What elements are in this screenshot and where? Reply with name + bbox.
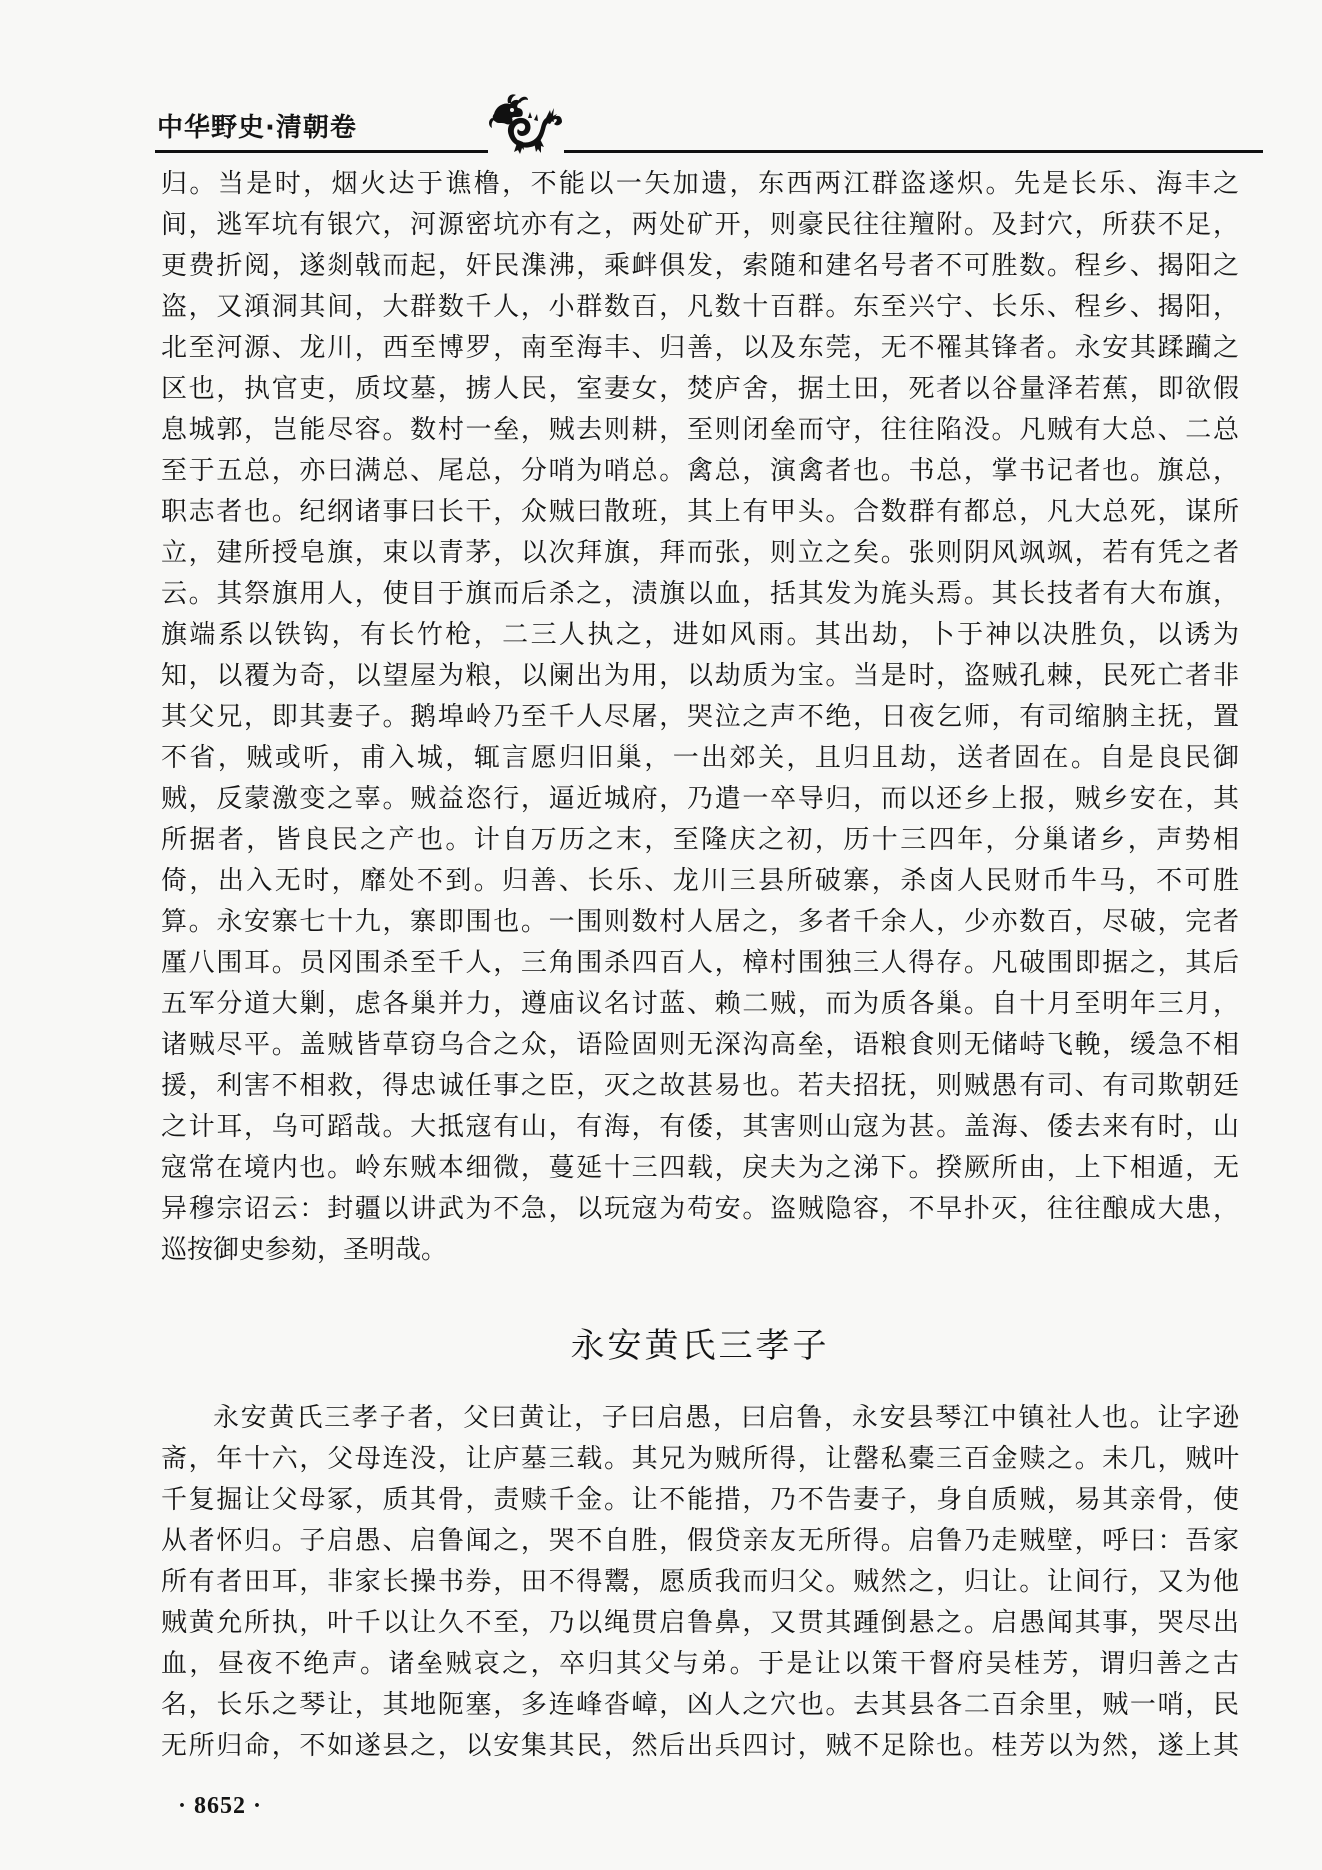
text-line: 息城郭，岂能尽容。数村一垒，贼去则耕，至则闭垒而守，往往陷没。凡贼有大总、二总 (161, 415, 1239, 445)
text-line: 云。其祭旗用人，使目于旗而后杀之，渍旗以血，括其发为旄头焉。其长技者有大布旗， (161, 579, 1239, 609)
text-line: 从者怀归。子启愚、启鲁闻之，哭不自胜，假贷亲友无所得。启鲁乃走贼壁，呼曰：吾家 (161, 1526, 1239, 1556)
article-body-continued (161, 164, 1239, 1271)
text-line: 巡按御史参劾，圣明哉。 (161, 1235, 448, 1265)
text-line: 所据者，皆良民之产也。计自万历之末，至隆庆之初，历十三四年，分巢诸乡，声势相 (161, 825, 1239, 855)
text-line: 永安黄氏三孝子者，父曰黄让，子曰启愚，曰启鲁，永安县琴江中镇社人也。让字逊 (213, 1403, 1239, 1433)
text-line: 名，长乐之琴让，其地阨塞，多连峰沓嶂，凶人之穴也。去其县各二百余里，贼一哨，民 (161, 1690, 1239, 1720)
text-line: 厪八围耳。员冈围杀至千人，三角围杀四百人，樟村围独三人得存。凡破围即据之，其后 (161, 948, 1239, 978)
text-line: 间，逃军坑有银穴，河源密坑亦有之，两处矿开，则豪民往往羶附。及封穴，所获不足， (161, 210, 1239, 240)
text-line: 所有者田耳，非家长操书券，田不得鬻，愿质我而归父。贼然之，归让。让间行，又为他 (161, 1567, 1239, 1597)
text-line: 盗，又澒洞其间，大群数千人，小群数百，凡数十百群。东至兴宁、长乐、程乡、揭阳， (161, 292, 1239, 322)
text-line: 区也，执官吏，质坟墓，掳人民，室妻女，焚庐舍，据土田，死者以谷量泽若蕉，即欲假 (161, 374, 1239, 404)
article-body (161, 1398, 1239, 1767)
text-line: 血，昼夜不绝声。诸垒贼哀之，卒归其父与弟。于是让以策干督府吴桂芳，谓归善之古 (161, 1649, 1239, 1679)
text-line: 异穆宗诏云：封疆以讲武为不急，以玩寇为苟安。盗贼隐容，不早扑灭，往往酿成大患， (161, 1194, 1239, 1224)
text-line: 归。当是时，烟火达于谯橹，不能以一矢加遗，东西两江群盗遂炽。先是长乐、海丰之 (161, 169, 1239, 199)
text-line: 寇常在境内也。岭东贼本细微，蔓延十三四载，戾夫为之涕下。揆厥所由，上下相遁，无 (161, 1153, 1239, 1183)
header-rule (155, 150, 1263, 153)
text-line: 千复掘让父母冢，质其骨，责赎千金。让不能措，乃不告妻子，身自质贼，易其亲骨，使 (161, 1485, 1239, 1515)
text-line: 倚，出入无时，靡处不到。归善、长乐、龙川三县所破寨，杀卤人民财币牛马，不可胜 (161, 866, 1239, 896)
text-line: 贼，反蒙激变之辜。贼益恣行，逼近城府，乃遣一卒导归，而以还乡上报，贼乡安在，其 (161, 784, 1239, 814)
running-header-title: 中华野史·清朝卷 (157, 113, 357, 143)
text-line: 知，以覆为奇，以望屋为粮，以阑出为用，以劫质为宝。当是时，盗贼孔棘，民死亡者非 (161, 661, 1239, 691)
text-line: 援，利害不相救，得忠诚任事之臣，灭之故甚易也。若夫招抚，则贼愚有司、有司欺朝廷 (161, 1071, 1239, 1101)
text-line: 立，建所授皂旗，束以青茅，以次拜旗，拜而张，则立之矣。张则阴风飒飒，若有凭之者 (161, 538, 1239, 568)
section-title: 永安黄氏三孝子 (570, 1326, 830, 1366)
text-line: 更费折阅，遂剡戟而起，奸民潗沸，乘衅俱发，索随和建名号者不可胜数。程乡、揭阳之 (161, 251, 1239, 281)
page-number: · 8652 · (178, 1793, 263, 1819)
dragon-icon (488, 92, 564, 156)
text-line: 至于五总，亦曰满总、尾总，分哨为哨总。禽总，演禽者也。书总，掌书记者也。旗总， (161, 456, 1239, 486)
text-line: 诸贼尽平。盖贼皆草窃乌合之众，语险固则无深沟高垒，语粮食则无储峙飞輓，缓急不相 (161, 1030, 1239, 1060)
text-line: 其父兄，即其妻子。鹅埠岭乃至千人尽屠，哭泣之声不绝，日夜乞师，有司缩朒主抚，置 (161, 702, 1239, 732)
text-line: 贼黄允所执，叶千以让久不至，乃以绳贯启鲁鼻，又贯其踵倒悬之。启愚闻其事，哭尽出 (161, 1608, 1239, 1638)
text-line: 之计耳，乌可蹈哉。大抵寇有山，有海，有倭，其害则山寇为甚。盖海、倭去来有时，山 (161, 1112, 1239, 1142)
text-line: 无所归命，不如遂县之，以安集其民，然后出兵四讨，贼不足除也。桂芳以为然，遂上其 (161, 1731, 1239, 1761)
text-line: 算。永安寨七十九，寨即围也。一围则数村人居之，多者千余人，少亦数百，尽破，完者 (161, 907, 1239, 937)
text-line: 旗端系以铁钩，有长竹枪，二三人执之，进如风雨。其出劫，卜于神以决胜负，以诱为 (161, 620, 1239, 650)
text-line: 职志者也。纪纲诸事曰长干，众贼曰散班，其上有甲头。合数群有都总，凡大总死，谋所 (161, 497, 1239, 527)
text-line: 北至河源、龙川，西至博罗，南至海丰、归善，以及东莞，无不罹其锋者。永安其蹂躏之 (161, 333, 1239, 363)
text-line: 斋，年十六，父母连没，让庐墓三载。其兄为贼所得，让罄私橐三百金赎之。未几，贼叶 (161, 1444, 1239, 1474)
text-line: 五军分道大剿，虑各巢并力，遵庙议名讨蓝、赖二贼，而为质各巢。自十月至明年三月， (161, 989, 1239, 1019)
text-line: 不省，贼或听，甫入城，辄言愿归旧巢，一出郊关，且归且劫，送者固在。自是良民御 (161, 743, 1239, 773)
